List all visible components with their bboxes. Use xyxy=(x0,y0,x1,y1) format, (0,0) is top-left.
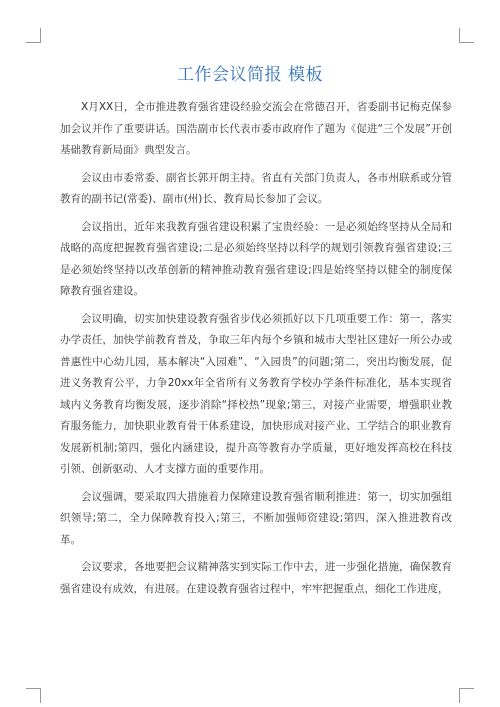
paragraph: 会议由市委常委、副省长郭开朗主持。省直有关部门负责人，各市州联系或分管教育的副书记(常委)、副市(州)长、教育局长参加了会议。 xyxy=(60,171,452,205)
paragraph: 会议指出，近年来我教育强省建设积累了宝贵经验：一是必须始终坚持从全局和战略的高度把握教育强省建设;二是必须始终坚持以科学的规划引领教育强省建设;三是必须始终坚持以改革创新的精神推动教育强省建设;四是始终坚持以健全的制度保障教育强省建设。 xyxy=(60,220,452,297)
crop-mark-bottom-right xyxy=(459,688,474,703)
crop-mark-top-left xyxy=(26,28,41,43)
paragraph: 会议明确，切实加快建设教育强省步伐必须抓好以下几项重要工作：第一，落实办学责任，加快学前教育普及，争取三年内每个乡镇和城市大型社区建好一所公办或普惠性中心幼儿园，基本解决“入园难”、“入园贵”的问题;第二，突出均衡发展，促进义务教育公平，力争20xx年全省所有义务教育学校办学条件标准化，基本实现省域内义务教育均衡发展，逐步消除“择校热”现象;第三，对接产业需要，增强职业教育服务能力，加快职业教育骨干体系建设，加快形成对接产业、工学结合的职业教育发展新机制;第四，强化内涵建设，提升高等教育办学质量，更好地发挥高校在科技引领、创新驱动、人才支撑方面的重要作用。 xyxy=(60,312,452,475)
document-body xyxy=(60,97,452,606)
paragraph: X月XX日，全市推进教育强省建设经验交流会在常德召开，省委副书记梅克保参加会议并作了重要讲话。国浩副市长代表市委市政府作了题为《促进“三个发展”开创基础教育新局面》典型发言。 xyxy=(60,101,452,156)
paragraph: 会议强调，要采取四大措施着力保障建设教育强省顺利推进：第一，切实加强组织领导;第二，全力保障教育投入;第三，不断加强师资建设;第四，深入推进教育改革。 xyxy=(60,490,452,546)
document-title: 工作会议简报 模板 xyxy=(177,65,323,85)
paragraph: 会议要求，各地要把会议精神落实到实际工作中去，进一步强化措施，确保教育强省建设有成效，有进展。在建设教育强省过程中，牢牢把握重点，细化工作进度， xyxy=(60,561,452,595)
crop-mark-top-right xyxy=(459,28,474,43)
crop-mark-bottom-left xyxy=(26,688,41,703)
